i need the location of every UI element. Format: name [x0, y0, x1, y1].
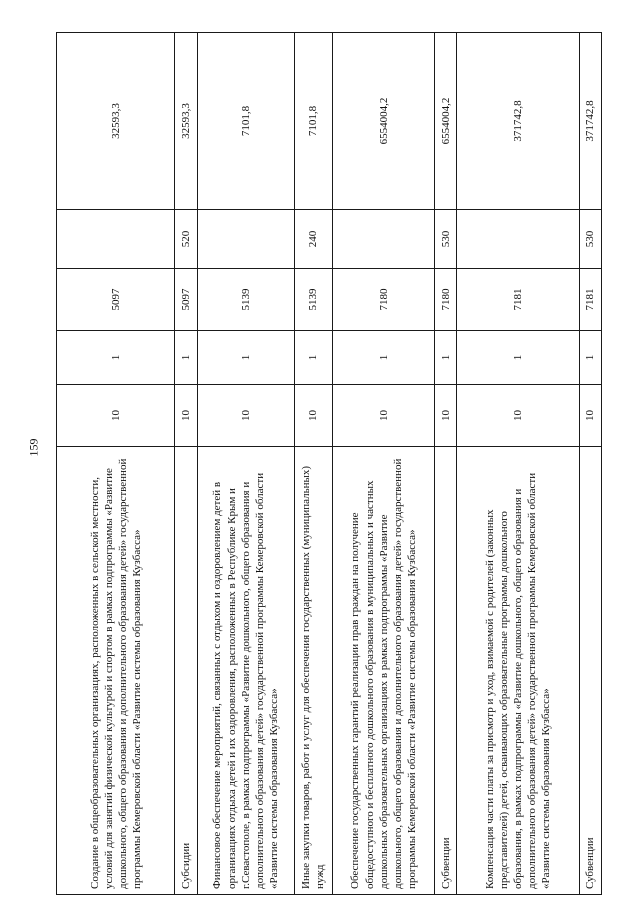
table-row: [175, 33, 197, 895]
row-name: Субвенции: [435, 447, 457, 895]
row-section: 10: [457, 385, 579, 447]
row-amount: 32593,3: [175, 33, 197, 210]
table-row: [457, 33, 579, 895]
table-row: [197, 33, 294, 895]
row-subsection: 1: [435, 331, 457, 385]
row-name: Создание в общеобразовательных организациях, расположенных в сельской местности, условий для занятий физической культурой и спортом в рамках подпрограммы «Развитие дошкольного, общего образования и дополнительного образования детей» государственной программы Кемеровской области «Развитие системы образования Кузбасса»: [57, 447, 175, 895]
row-section: 10: [197, 385, 294, 447]
table-row: [57, 33, 175, 895]
row-expense: [457, 210, 579, 269]
row-subsection: 1: [332, 331, 434, 385]
row-expense: 520: [175, 210, 197, 269]
row-section: 10: [435, 385, 457, 447]
row-subsection: 1: [579, 331, 601, 385]
rotated-table-wrapper: [56, 33, 602, 895]
budget-table-body: [57, 33, 602, 895]
row-expense: 530: [579, 210, 601, 269]
row-target: 7180: [332, 269, 434, 331]
row-target: 5097: [175, 269, 197, 331]
row-subsection: 1: [197, 331, 294, 385]
budget-table: [56, 32, 602, 895]
row-expense: [197, 210, 294, 269]
row-amount: 6554004,2: [332, 33, 434, 210]
row-amount: 371742,8: [457, 33, 579, 210]
row-amount: 32593,3: [57, 33, 175, 210]
row-amount: 6554004,2: [435, 33, 457, 210]
row-target: 5139: [197, 269, 294, 331]
table-row: [435, 33, 457, 895]
row-amount: 7101,8: [197, 33, 294, 210]
row-name: Обеспечение государственных гарантий реализации прав граждан на получение общедоступного и бесплатного дошкольного образования в муниципальных и частных дошкольных образовательных организациях в рамках подпрограммы «Развитие дошкольного, общего образования и дополнительного образования детей» государственной программы Кемеровской области «Развитие системы образования Кузбасса»: [332, 447, 434, 895]
page-number: 159: [26, 438, 41, 457]
row-amount: 371742,8: [579, 33, 601, 210]
row-subsection: 1: [175, 331, 197, 385]
row-section: 10: [332, 385, 434, 447]
row-section: 10: [294, 385, 332, 447]
table-row: [579, 33, 601, 895]
row-amount: 7101,8: [294, 33, 332, 210]
table-row: [294, 33, 332, 895]
row-expense: [332, 210, 434, 269]
row-target: 5097: [57, 269, 175, 331]
row-target: 7181: [457, 269, 579, 331]
row-section: 10: [579, 385, 601, 447]
row-name: Компенсация части платы за присмотр и уход, взимаемой с родителей (законных представителей) детей, осваивающих образовательные программы дошкольного образования, в рамках подпрограммы «Развитие дошкольного, общего образования и дополнительного образования детей» государственной программы Кемеровской области «Развитие системы образования Кузбасса»: [457, 447, 579, 895]
row-name: Субсидии: [175, 447, 197, 895]
row-expense: 240: [294, 210, 332, 269]
table-row: [332, 33, 434, 895]
row-expense: 530: [435, 210, 457, 269]
row-subsection: 1: [57, 331, 175, 385]
row-subsection: 1: [294, 331, 332, 385]
row-expense: [57, 210, 175, 269]
row-target: 7181: [579, 269, 601, 331]
row-target: 7180: [435, 269, 457, 331]
row-name: Субвенции: [579, 447, 601, 895]
row-subsection: 1: [457, 331, 579, 385]
row-name: Иные закупки товаров, работ и услуг для обеспечения государственных (муниципальных) нужд: [294, 447, 332, 895]
row-name: Финансовое обеспечение мероприятий, связанных с отдыхом и оздоровлением детей в организациях отдыха детей и их оздоровления, расположенных в Республике Крым и г.Севастополе, в рамках подпрограммы «Развитие дошкольного, общего образования и дополнительного образования детей» государственной программы Кемеровской области «Развитие системы образования Кузбасса»: [197, 447, 294, 895]
row-section: 10: [175, 385, 197, 447]
row-target: 5139: [294, 269, 332, 331]
row-section: 10: [57, 385, 175, 447]
